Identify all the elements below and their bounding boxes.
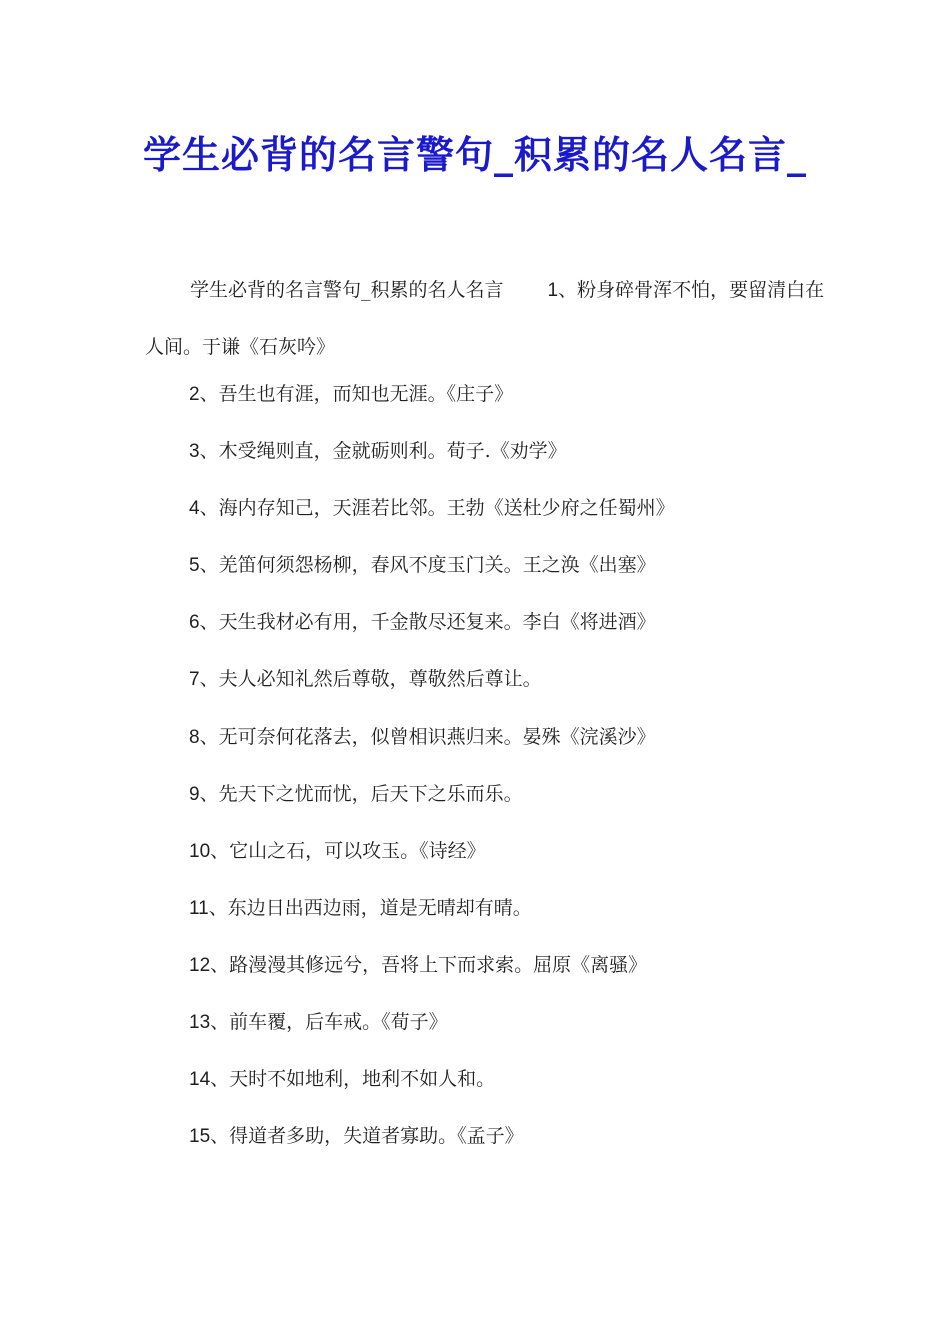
quote-number: 5 xyxy=(189,555,200,577)
intro-lead: 学生必背的名言警句_积累的名人名言 xyxy=(190,279,504,301)
quote-text: 、木受绳则直，金就砺则利。荀子.《劝学》 xyxy=(199,440,567,463)
quote-number: 9 xyxy=(189,783,200,805)
quote-text: 、吾生也有涯，而知也无涯。《庄子》 xyxy=(199,383,514,405)
quote-number: 7 xyxy=(189,669,200,691)
quote-item xyxy=(189,490,849,547)
quote-text: 、得道者多助，失道者寡助。《孟子》 xyxy=(210,1125,524,1148)
quote-item xyxy=(189,433,849,490)
quote-number: 4 xyxy=(189,498,200,520)
quote-number: 1 xyxy=(547,280,559,301)
quote-text: 、海内存知己，天涯若比邻。王勃《送杜少府之任蜀州》 xyxy=(199,497,675,520)
quote-text: 、先天下之忧而忧，后天下之乐而乐。 xyxy=(199,782,523,805)
quote-text: 、前车覆，后车戒。《荀子》 xyxy=(210,1011,448,1034)
quote-item xyxy=(189,547,849,604)
document-title: 学生必背的名言警句_积累的名人名言_ xyxy=(142,132,807,177)
quote-number: 3 xyxy=(189,441,200,463)
quote-item xyxy=(189,776,849,833)
quote-number: 15 xyxy=(189,1126,211,1148)
quote-list xyxy=(189,376,849,1175)
quote-number: 11 xyxy=(189,897,209,919)
quote-item xyxy=(189,719,849,776)
quote-text: 、它山之石，可以攻玉。《诗经》 xyxy=(210,839,486,862)
quote-text: 、东边日出西边雨，道是无晴却有晴。 xyxy=(208,896,532,919)
quote-item xyxy=(189,833,849,890)
quote-item xyxy=(189,1061,849,1118)
quote-item xyxy=(189,1004,849,1061)
quote-item xyxy=(189,661,849,718)
quote-text: 、天时不如地利，地利不如人和。 xyxy=(210,1068,496,1091)
quote-number: 8 xyxy=(189,726,200,748)
quote-text: 、天生我材必有用，千金散尽还复来。李白《将进酒》 xyxy=(199,611,656,634)
quote-number: 13 xyxy=(189,1012,211,1034)
quote-number: 10 xyxy=(189,840,211,862)
quote-item xyxy=(189,947,849,1004)
quote-number: 2 xyxy=(189,384,200,405)
quote-text: 、羌笛何须怨杨柳，春风不度玉门关。王之涣《出塞》 xyxy=(199,554,656,577)
quote-number: 14 xyxy=(189,1069,211,1091)
quote-item xyxy=(189,890,849,947)
quote-number: 12 xyxy=(189,954,211,976)
quote-item xyxy=(189,604,849,661)
quote-text: 、夫人必知礼然后尊敬，尊敬然后尊让。 xyxy=(199,668,542,691)
intro-paragraph xyxy=(145,262,835,376)
quote-text: 、无可奈何花落去，似曾相识燕归来。晏殊《浣溪沙》 xyxy=(199,725,656,748)
quote-text: 、路漫漫其修远兮，吾将上下而求索。屈原《离骚》 xyxy=(210,953,648,976)
quote-item xyxy=(189,1118,849,1175)
quote-number: 6 xyxy=(189,612,200,634)
quote-item xyxy=(189,376,849,433)
quote-text: 、粉身碎骨浑不怕，要留清白在人间。于谦《石灰吟》 xyxy=(145,279,825,358)
